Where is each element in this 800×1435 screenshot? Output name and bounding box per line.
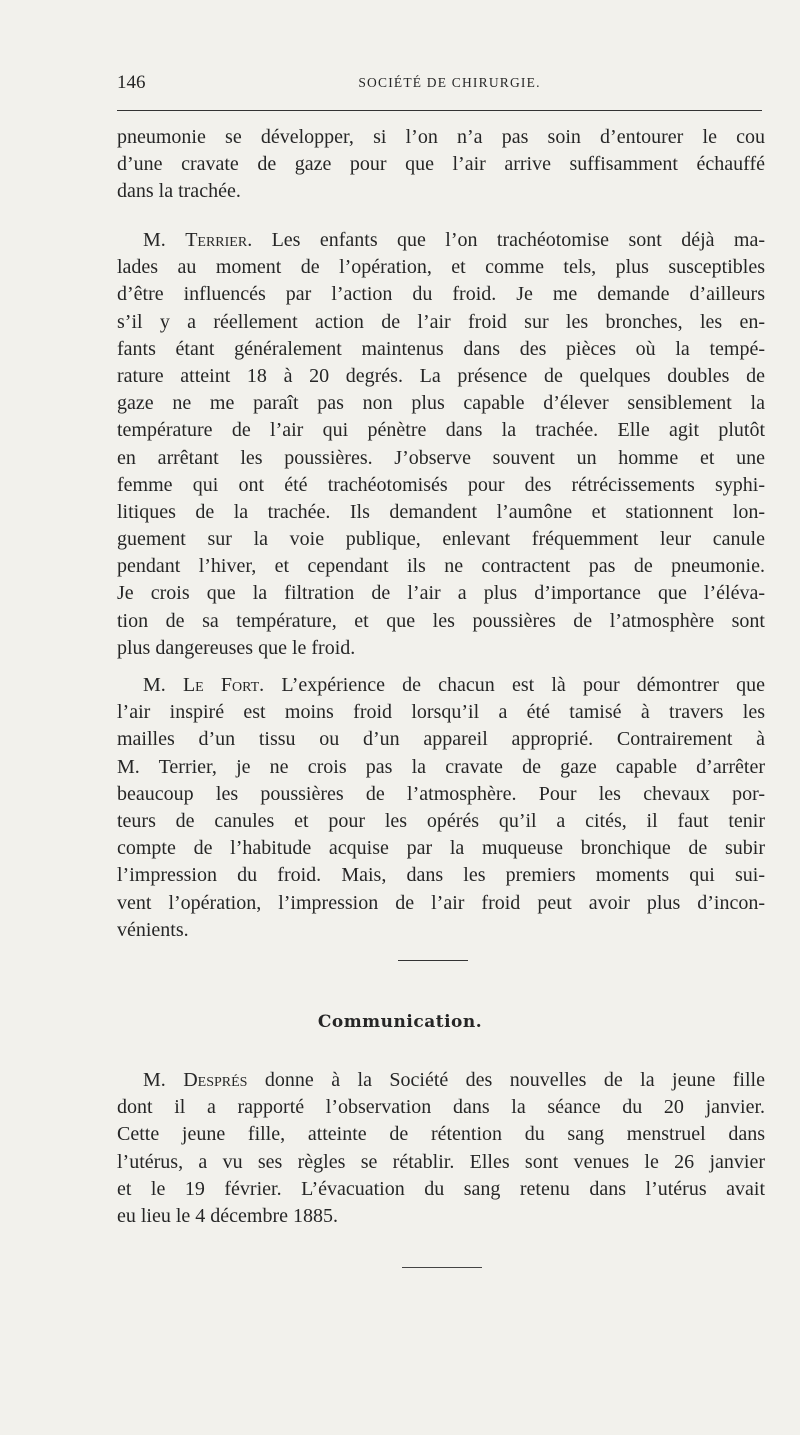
- text-line: pneumonie se développer, si l’on n’a pas soin d’entourer le cou: [117, 126, 765, 148]
- line-text: donne à la Société des nouvelles de la jeune fille: [247, 1069, 765, 1091]
- line-text: . L’expérience de chacun est là pour démontrer que: [259, 674, 765, 696]
- text-line: l’air inspiré est moins froid lorsqu’il a été tamisé à travers les: [117, 701, 765, 724]
- speaker-prefix: M.: [143, 229, 186, 251]
- text-line: beaucoup les poussières de l’atmosphère. Pour les chevaux por-: [117, 782, 765, 805]
- text-line: gaze ne me paraît pas non plus capable d’élever sensiblement la: [117, 392, 765, 415]
- text-line: et le 19 février. L’évacuation du sang retenu dans l’utérus avait: [117, 1177, 765, 1200]
- text-line: tion de sa température, et que les poussières de l’atmosphère sont: [117, 609, 765, 632]
- text-line: lades au moment de l’opération, et comme tels, plus susceptibles: [117, 256, 765, 279]
- running-title: SOCIÉTÉ DE CHIRURGIE.: [358, 75, 541, 90]
- text-line: [117, 1067, 765, 1094]
- speaker-prefix: M.: [143, 1069, 184, 1091]
- text-line: vénients.: [117, 918, 189, 941]
- page-header: [117, 72, 762, 102]
- text-line: teurs de canules et pour les opérés qu’il a cités, il faut tenir: [117, 809, 765, 832]
- speaker-prefix: M.: [143, 674, 183, 696]
- text-line: fants étant généralement maintenus dans des pièces où la tempé-: [117, 337, 765, 360]
- paragraph-le-fort: [117, 672, 765, 944]
- paragraph-despres: [117, 1067, 765, 1230]
- speaker-name: Le Fort: [182, 674, 260, 696]
- text-line: en arrêtant les poussières. J’observe souvent un homme et une: [117, 446, 765, 469]
- text-line: M. Terrier, je ne crois pas la cravate de gaze capable d’arrêter: [117, 755, 765, 778]
- text-line: température de l’air qui pénètre dans la trachée. Elle agit plutôt: [117, 419, 765, 442]
- text-line: guement sur la voie publique, enlevant fréquemment leur canule: [117, 528, 765, 551]
- speaker-name: Després: [183, 1069, 248, 1091]
- text-line: Cette jeune fille, atteinte de rétention du sang menstruel dans: [117, 1123, 765, 1146]
- text-line: eu lieu le 4 décembre 1885.: [117, 1204, 339, 1227]
- text-line: litiques de la trachée. Ils demandent l’aumône et stationnent lon-: [117, 500, 765, 523]
- text-line: compte de l’habitude acquise par la muqueuse bronchique de subir: [117, 837, 765, 860]
- section-heading: Communication.: [317, 1012, 483, 1032]
- text-line: d’une cravate de gaze pour que l’air arrive suffisamment échauffé: [117, 153, 765, 176]
- text-line: s’il y a réellement action de l’air froid sur les bronches, les en-: [117, 310, 765, 333]
- paragraph-terrier: [117, 227, 765, 662]
- speaker-name: Terrier: [185, 229, 248, 251]
- text-line: [117, 227, 765, 254]
- paragraph-continuation: [117, 124, 765, 206]
- text-line: l’utérus, a vu ses règles se rétablir. Elles sont venues le 26 janvier: [117, 1150, 765, 1173]
- header-rule: [117, 110, 762, 111]
- text-line: vent l’opération, l’impression de l’air froid peut avoir plus d’incon-: [117, 891, 765, 914]
- page-number: 146: [117, 72, 146, 93]
- line-text: . Les enfants que l’on trachéotomise sont déjà ma-: [247, 229, 765, 251]
- text-line: d’être influencés par l’action du froid. Je me demande d’ailleurs: [117, 283, 765, 306]
- end-divider: [402, 1267, 482, 1268]
- section-divider: [398, 960, 468, 961]
- text-line: plus dangereuses que le froid.: [117, 636, 356, 659]
- text-line: l’impression du froid. Mais, dans les premiers moments qui sui-: [117, 864, 765, 887]
- text-line: [117, 672, 765, 699]
- text-line: Je crois que la filtration de l’air a plus d’importance que l’éléva-: [117, 582, 765, 605]
- text-line: pendant l’hiver, et cependant ils ne contractent pas de pneumonie.: [117, 555, 765, 578]
- text-line: mailles d’un tissu ou d’un appareil approprié. Contrairement à: [117, 728, 765, 751]
- text-line: rature atteint 18 à 20 degrés. La présence de quelques doubles de: [117, 364, 765, 387]
- text-line: dans la trachée.: [117, 180, 241, 203]
- text-line: femme qui ont été trachéotomisés pour des rétrécissements syphi-: [117, 473, 765, 496]
- text-line: dont il a rapporté l’observation dans la séance du 20 janvier.: [117, 1096, 765, 1119]
